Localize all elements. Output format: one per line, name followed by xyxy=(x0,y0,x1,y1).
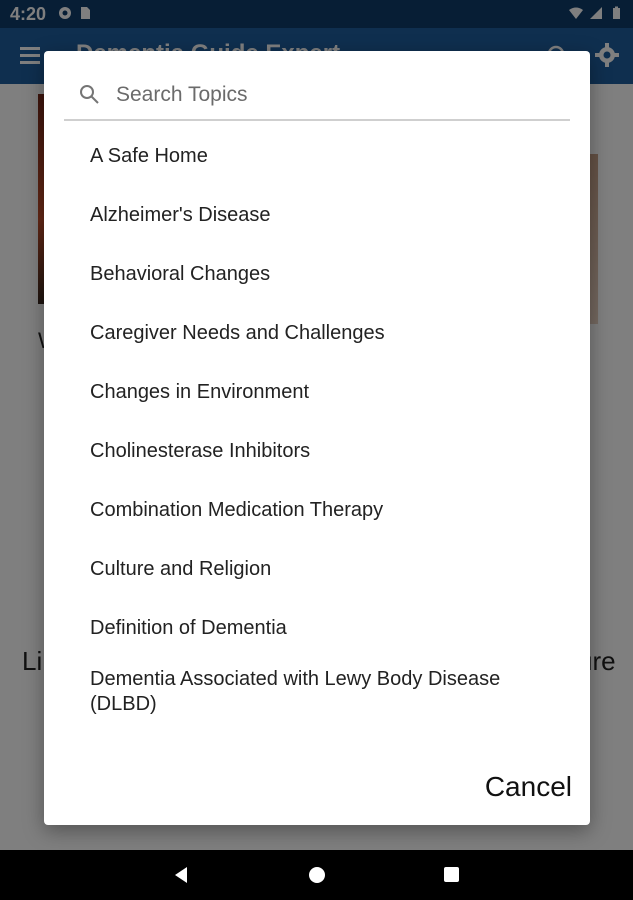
topic-list xyxy=(44,127,590,724)
back-icon[interactable] xyxy=(172,866,190,884)
topic-item[interactable]: Combination Medication Therapy xyxy=(90,499,384,521)
recents-icon[interactable] xyxy=(444,867,459,882)
topic-item[interactable]: A Safe Home xyxy=(90,145,208,167)
cancel-button[interactable]: Cancel xyxy=(485,767,572,807)
search-row xyxy=(64,71,570,121)
topic-item[interactable]: Dementia Associated with Lewy Body Disease (DLBD) xyxy=(90,668,501,715)
topic-item[interactable]: Alzheimer's Disease xyxy=(90,204,271,226)
topic-item[interactable]: Definition of Dementia xyxy=(90,617,287,639)
navigation-bar xyxy=(0,850,633,900)
search-input[interactable] xyxy=(114,77,558,113)
home-icon[interactable] xyxy=(309,867,325,883)
topic-item[interactable]: Cholinesterase Inhibitors xyxy=(90,440,311,462)
topic-item[interactable]: Changes in Environment xyxy=(90,381,310,403)
search-icon xyxy=(78,83,100,105)
topic-item[interactable]: Culture and Religion xyxy=(90,558,272,580)
topic-item[interactable]: Caregiver Needs and Challenges xyxy=(90,322,385,344)
topic-search-dialog xyxy=(44,51,590,825)
topic-item[interactable]: Behavioral Changes xyxy=(90,263,271,285)
